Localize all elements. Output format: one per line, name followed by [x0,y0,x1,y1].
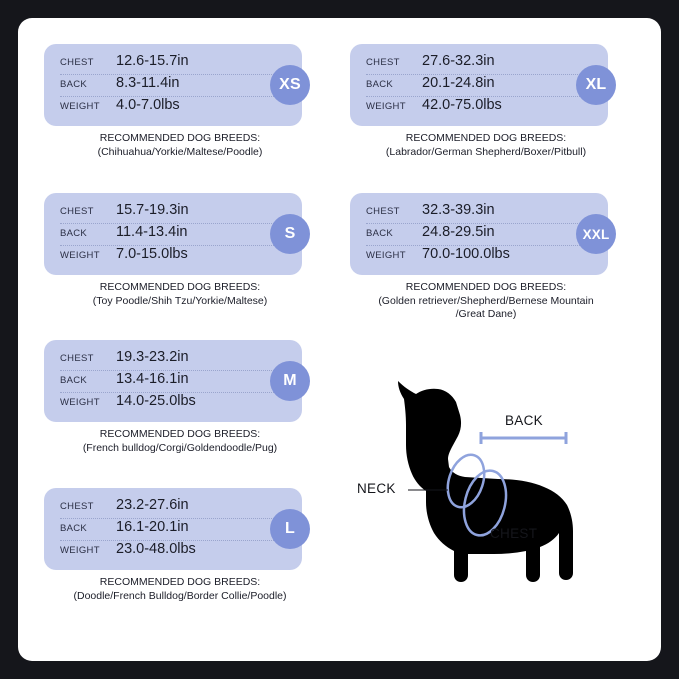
breeds-list: (Toy Poodle/Shih Tzu/Yorkie/Maltese) [92,294,268,307]
measurement-rows-s [60,202,292,267]
dog-measurement-diagram [348,363,648,628]
row-value-weight: 4.0-7.0lbs [116,97,180,113]
row-value-weight: 23.0-48.0lbs [116,541,196,557]
measurement-row-weight [60,541,292,562]
breeds-list: (Golden retriever/Shepherd/Bernese Mountain [378,294,594,307]
measurement-row-chest [366,202,598,224]
breeds-list-continued: /Great Dane) [455,308,517,320]
row-value-back: 11.4-13.4in [116,224,188,240]
breeds-heading: RECOMMENDED DOG BREEDS: [405,281,567,293]
measurement-row-back [60,371,292,393]
breeds-heading: RECOMMENDED DOG BREEDS: [99,428,261,440]
row-value-weight: 42.0-75.0lbs [422,97,502,113]
measurement-row-chest [366,53,598,75]
size-block-xl [336,44,636,159]
measurement-row-back [60,224,292,246]
breeds-list: (Chihuahua/Yorkie/Maltese/Poodle) [97,145,263,158]
measurement-rows-xl [366,53,598,118]
size-panel-s [44,193,302,275]
breeds-xl [336,132,636,159]
row-value-back: 13.4-16.1in [116,371,189,387]
size-block-xxl [336,193,636,322]
measurement-row-weight [60,393,292,414]
row-label-weight: WEIGHT [60,397,100,408]
measurement-rows-m [60,349,292,414]
measurement-row-back [366,75,598,97]
breeds-list: (French bulldog/Corgi/Goldendoodle/Pug) [82,441,278,454]
size-block-l [30,488,330,603]
size-panel-xs [44,44,302,126]
row-value-chest: 15.7-19.3in [116,202,189,218]
breeds-list: (Doodle/French Bulldog/Border Collie/Poodle) [73,589,287,602]
diagram-label-back: BACK [505,413,543,428]
row-label-chest: CHEST [60,206,94,217]
size-panel-xxl [350,193,608,275]
size-badge-xl: XL [576,65,616,105]
size-badge-l: L [270,509,310,549]
row-value-chest: 32.3-39.3in [422,202,495,218]
size-block-s [30,193,330,308]
measurement-row-chest [60,53,292,75]
size-panel-l [44,488,302,570]
size-panel-xl [350,44,608,126]
row-label-back: BACK [60,79,88,90]
row-label-weight: WEIGHT [366,101,406,112]
breeds-m [30,428,330,455]
row-value-back: 8.3-11.4in [116,75,180,91]
size-block-m [30,340,330,455]
row-value-chest: 23.2-27.6in [116,497,189,513]
size-block-xs [30,44,330,159]
row-label-back: BACK [60,375,88,386]
breeds-heading: RECOMMENDED DOG BREEDS: [99,576,261,588]
row-value-chest: 19.3-23.2in [116,349,189,365]
row-value-back: 24.8-29.5in [422,224,495,240]
measurement-rows-l [60,497,292,562]
measurement-row-chest [60,202,292,224]
diagram-label-neck: NECK [357,481,396,496]
breeds-xs [30,132,330,159]
row-value-back: 20.1-24.8in [422,75,495,91]
measurement-row-back [366,224,598,246]
breeds-heading: RECOMMENDED DOG BREEDS: [405,132,567,144]
row-label-weight: WEIGHT [60,545,100,556]
breeds-s [30,281,330,308]
row-value-chest: 27.6-32.3in [422,53,495,69]
measurement-rows-xxl [366,202,598,267]
row-value-back: 16.1-20.1in [116,519,189,535]
diagram-label-chest: CHEST [490,526,538,541]
row-label-chest: CHEST [60,501,94,512]
measurement-row-weight [60,97,292,118]
size-panel-m [44,340,302,422]
size-badge-xs: XS [270,65,310,105]
size-badge-m: M [270,361,310,401]
size-badge-s: S [270,214,310,254]
size-badge-xxl: XXL [576,214,616,254]
row-value-weight: 70.0-100.0lbs [422,246,510,262]
row-label-back: BACK [366,228,394,239]
breeds-list: (Labrador/German Shepherd/Boxer/Pitbull) [385,145,587,158]
breeds-heading: RECOMMENDED DOG BREEDS: [99,281,261,293]
measurement-row-weight [60,246,292,267]
row-label-chest: CHEST [60,353,94,364]
measurement-row-chest [60,497,292,519]
row-label-weight: WEIGHT [60,250,100,261]
breeds-xxl [336,281,636,322]
row-value-weight: 14.0-25.0lbs [116,393,196,409]
breeds-l [30,576,330,603]
measurement-rows-xs [60,53,292,118]
measurement-row-weight [366,246,598,267]
row-label-chest: CHEST [60,57,94,68]
measurement-row-back [60,519,292,541]
row-label-weight: WEIGHT [366,250,406,261]
row-label-back: BACK [60,228,88,239]
row-label-back: BACK [366,79,394,90]
sizing-chart-card [18,18,661,661]
breeds-heading: RECOMMENDED DOG BREEDS: [99,132,261,144]
measurement-row-back [60,75,292,97]
row-label-chest: CHEST [366,57,400,68]
row-value-chest: 12.6-15.7in [116,53,189,69]
measurement-row-weight [366,97,598,118]
row-label-weight: WEIGHT [60,101,100,112]
row-label-chest: CHEST [366,206,400,217]
measurement-row-chest [60,349,292,371]
row-value-weight: 7.0-15.0lbs [116,246,188,262]
row-label-back: BACK [60,523,88,534]
